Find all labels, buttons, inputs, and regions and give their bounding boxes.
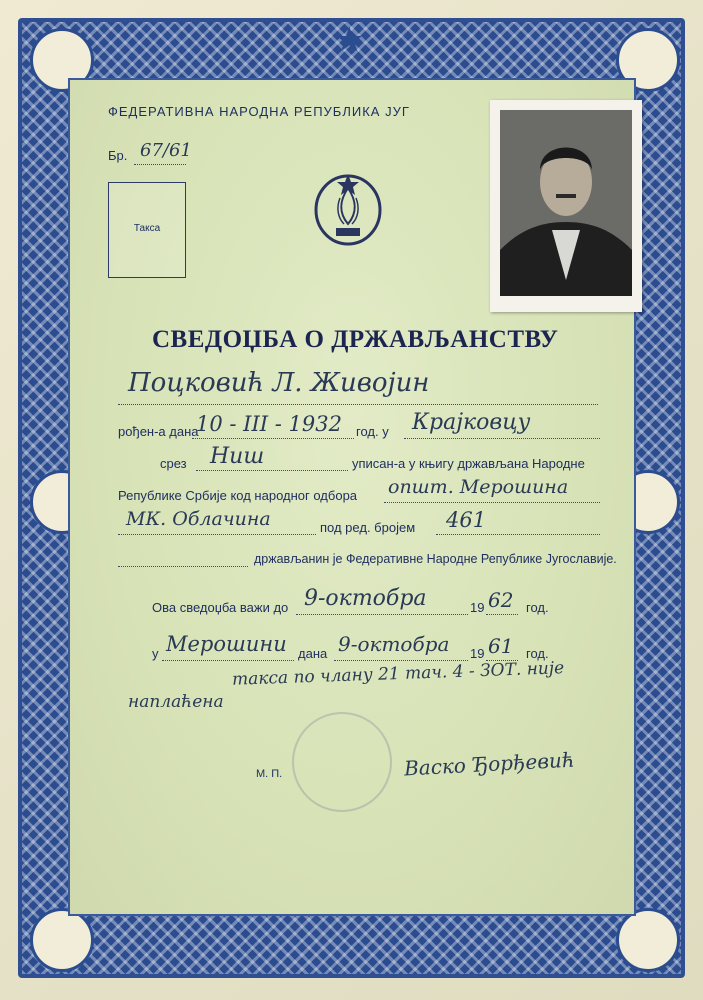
born-place-line	[404, 438, 600, 439]
citizen-text: држављанин је Федеративне Народне Републике Југославије.	[254, 552, 617, 566]
registered-label: уписан-а у књигу држављана Народне	[352, 456, 585, 471]
faded-seal	[292, 712, 392, 812]
born-place: Крајковцу	[412, 410, 531, 435]
number-label: Бр.	[108, 148, 128, 163]
holder-name: Поцковић Л. Живојин	[128, 368, 430, 398]
serial-value: 461	[446, 508, 487, 532]
issued-day-label: дана	[298, 646, 328, 661]
issued-year-prefix: 19	[470, 646, 485, 661]
issued-place: Мерошини	[166, 632, 287, 656]
committee-cont-line	[118, 534, 316, 535]
serial-line	[436, 534, 600, 535]
issued-year-suffix: 61	[488, 634, 514, 658]
corner-emblem-bottom-left	[30, 908, 94, 972]
committee-line	[384, 502, 600, 503]
serial-label: под ред. бројем	[320, 520, 416, 535]
issued-year-label: год.	[526, 646, 549, 661]
portrait-image	[500, 110, 632, 296]
valid-year-line	[486, 614, 518, 615]
district-line	[196, 470, 348, 471]
committee-continued: МК. Облачина	[126, 508, 271, 530]
issued-date-line	[334, 660, 468, 661]
name-line	[118, 404, 598, 405]
born-label: рођен-а дана	[118, 424, 199, 439]
valid-year-label: год.	[526, 600, 549, 615]
district-label: срез	[160, 456, 187, 471]
valid-year-prefix: 19	[470, 600, 485, 615]
star-icon: ★	[334, 22, 365, 59]
official-signature: Васко Ђорђевић	[403, 747, 576, 781]
number-line	[134, 164, 186, 165]
district-value: Ниш	[210, 444, 265, 469]
issued-place-prefix: у	[152, 646, 159, 661]
valid-year-suffix: 62	[488, 588, 514, 612]
valid-until-label: Ова сведоџба важи до	[152, 600, 289, 615]
committee-value: општ. Мерошина	[388, 476, 569, 498]
year-place-label: год. у	[356, 424, 389, 439]
valid-until-line	[296, 614, 468, 615]
federation-header: ФЕДЕРАТИВНА НАРОДНА РЕПУБЛИКА ЈУГ	[108, 104, 410, 119]
stamp-place-label: М. П.	[256, 768, 283, 780]
born-date-line	[192, 438, 354, 439]
fee-note-line1: такса по члану 21 тач. 4 - ЗОТ. није	[231, 658, 565, 690]
issued-date: 9-октобра	[338, 632, 450, 656]
fee-note-line2: наплаћена	[128, 692, 224, 712]
fee-stamp-box	[108, 182, 186, 278]
portrait-photo	[490, 100, 642, 312]
coat-of-arms-icon	[310, 168, 386, 248]
document-title: СВЕДОЏБА О ДРЖАВЉАНСТВУ	[152, 326, 559, 353]
valid-until-date: 9-октобра	[304, 586, 427, 611]
corner-emblem-bottom-right	[616, 908, 680, 972]
fee-label: Такса	[133, 223, 161, 234]
issued-place-line	[162, 660, 294, 661]
citizen-line	[118, 566, 248, 567]
born-date: 10 - III - 1932	[196, 412, 342, 436]
number-value: 67/61	[140, 140, 192, 161]
republic-label: Републике Србије код народног одбора	[118, 488, 358, 503]
